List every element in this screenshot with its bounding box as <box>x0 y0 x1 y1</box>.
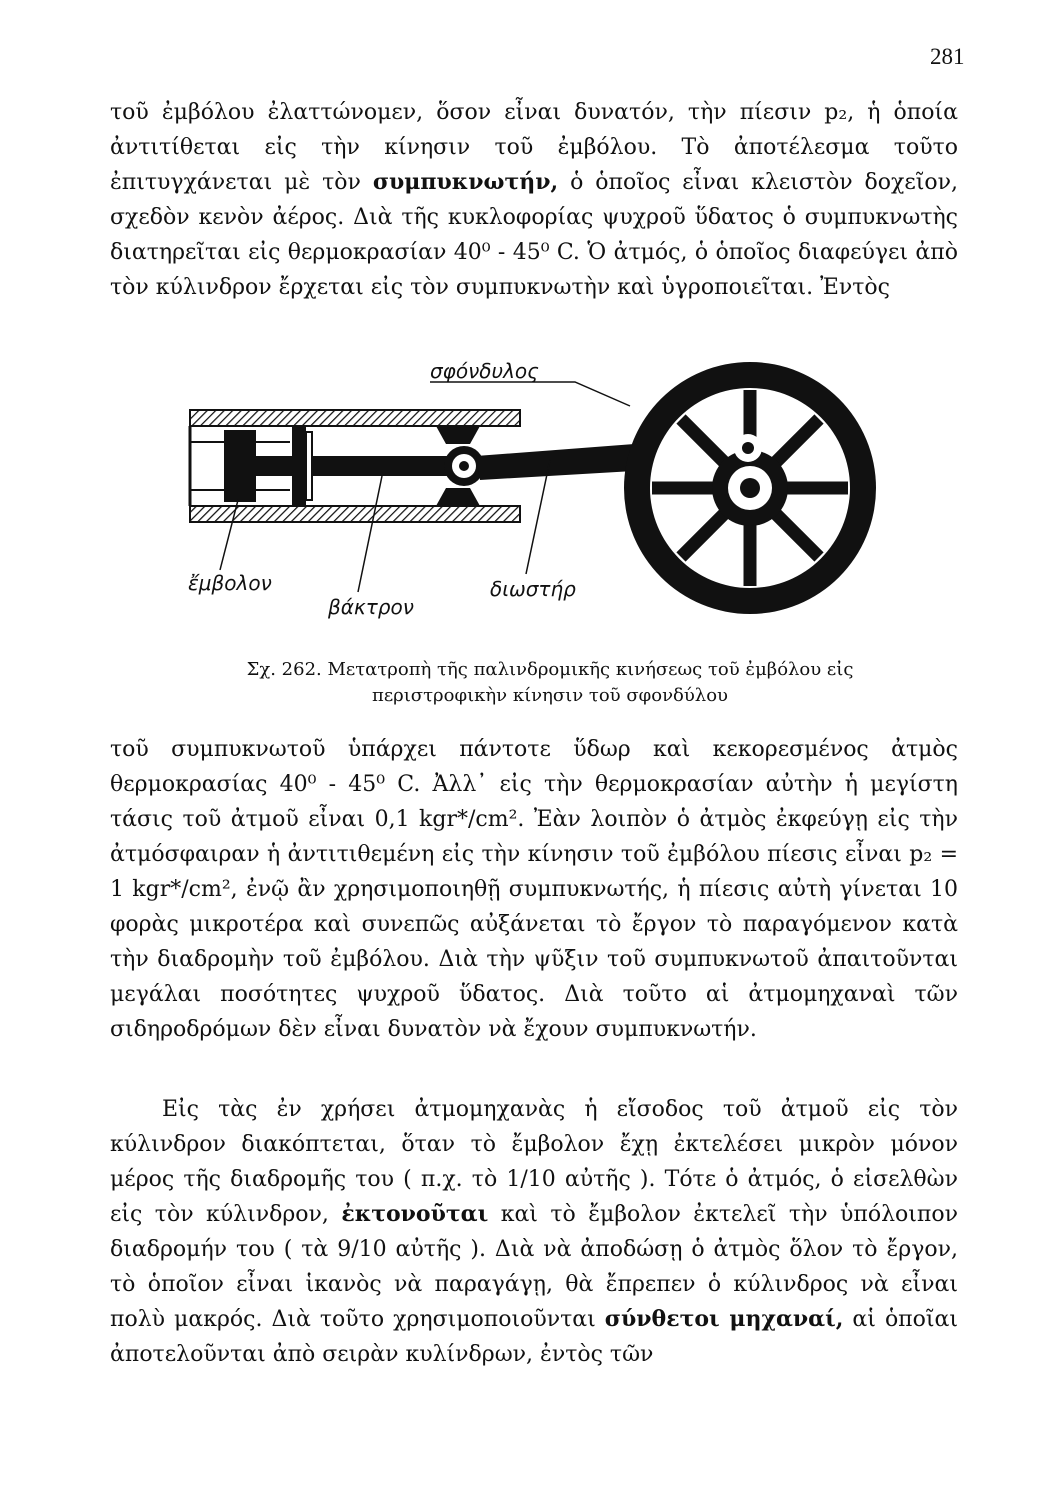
caption-line-1: Σχ. 262. Μετατροπὴ τῆς παλινδρομικῆς κινήσεως τοῦ ἐμβόλου εἰς <box>246 659 854 680</box>
label-piston: ἔμβολον <box>188 571 272 595</box>
paragraph-1-bold-term: συμπυκνωτήν, <box>372 169 559 195</box>
flywheel <box>624 362 876 614</box>
steam-engine-figure <box>180 352 980 652</box>
paragraph-3-bold-term-1: ἐκτονοῦται <box>341 1201 489 1227</box>
piston-rod <box>256 456 456 476</box>
label-crosshead: διωστήρ <box>490 577 576 601</box>
piston <box>224 430 256 502</box>
paragraph-3-text-b: καὶ τὸ ἔμβολον ἐκτελεῖ τὴν ὑπόλοιπον διαδρομήν του ( τὰ 9/10 αὐτῆς ). Διὰ νὰ ἀποδώσῃ ὁ ἀτμὸς ὅλον τὸ ἔργον, τὸ ὁποῖον εἶναι ἱκανὸς νὰ παραγάγῃ, θὰ ἔπρεπεν ὁ κύλινδρος νὰ εἶναι πολὺ μακρός. Διὰ τοῦτο χρησιμοποιοῦνται <box>110 1202 958 1332</box>
paragraph-3 <box>110 1092 958 1372</box>
paragraph-2: τοῦ συμπυκνωτοῦ ὑπάρχει πάντοτε ὕδωρ καὶ κεκορεσμένος ἀτμὸς θερμοκρασίας 40⁰ - 45⁰ C. Ἀλλ᾿ εἰς τὴν θερμοκρασίαν αὐτὴν ἡ μεγίστη τάσις τοῦ ἀτμοῦ εἶναι 0,1 kgr*/cm². Ἐὰν λοιπὸν ὁ ἀτμὸς ἐκφεύγῃ εἰς τὴν ἀτμόσφαιραν ἡ ἀντιτιθεμένη εἰς τὴν κίνησιν τοῦ ἐμβόλου πίεσις εἶναι p₂ = 1 kgr*/cm², ἐνῷ ἂν χρησιμοποιηθῇ συμπυκνωτής, ἡ πίεσις αὐτὴ γίνεται 10 φορὰς μικροτέρα καὶ συνεπῶς αὐξάνεται τὸ ἔργον τὸ παραγόμενον κατὰ τὴν διαδρομὴν τοῦ ἐμβόλου. Διὰ τὴν ψῦξιν τοῦ συμπυκνωτοῦ ἀπαιτοῦνται μεγάλαι ποσότητες ψυχροῦ ὕδατος. Διὰ τοῦτο αἱ ἀτμομηχαναὶ τῶν σιδηροδρόμων δὲν εἶναι δυνατὸν νὰ ἔχουν συμπυκνωτήν. <box>110 737 958 1042</box>
label-flywheel: σφόνδυλος <box>430 359 539 383</box>
page-number: 281 <box>930 44 965 69</box>
paragraph-1-text-a: τοῦ ἐμβόλου ἐλαττώνομεν, ὅσον εἶναι δυνατόν, τὴν πίεσιν p₂, ἡ ὁποία ἀντιτίθεται εἰς τὴν κίνησιν τοῦ ἐμβόλου. Τὸ ἀποτέλεσμα τοῦτο ἐπιτυγχάνεται μὲ τὸν <box>110 100 958 195</box>
caption-line-2: περιστροφικὴν κίνησιν τοῦ σφονδύλου <box>372 685 728 706</box>
paragraph-1-text-b: ὁ ὁποῖος εἶναι κλειστὸν δοχεῖον, σχεδὸν κενὸν ἀέρος. Διὰ τῆς κυκλοφορίας ψυχροῦ ὕδατος ὁ συμπυκνωτὴς διατηρεῖται εἰς θερμοκρασίαν 40⁰ - 45⁰ C. Ὁ ἀτμός, ὁ ὁποῖος διαφεύγει ἀπὸ τὸν κύλινδρον ἔρχεται εἰς τὸν συμπυκνωτὴν καὶ ὑγροποιεῖται. Ἐντὸς <box>110 170 958 300</box>
paragraph-3-bold-term-2: σύνθετοι μηχαναί, <box>604 1306 844 1332</box>
paragraph-3-text-c: αἱ ὁποῖαι ἀποτελοῦνται ἀπὸ σειρὰν κυλίνδρων, ἐντὸς τῶν <box>110 1307 958 1367</box>
paragraph-3-text-a: Εἰς τὰς ἐν χρήσει ἀτμομηχανὰς ἡ εἴσοδος τοῦ ἀτμοῦ εἰς τὸν κύλινδρον διακόπτεται, ὅταν τὸ ἔμβολον ἔχῃ ἐκτελέσει μικρὸν μόνον μέρος τῆς διαδρομῆς του ( π.χ. τὸ 1/10 αὐτῆς ). Τότε ὁ ἀτμός, ὁ εἰσελθὼν εἰς τὸν κύλινδρον, <box>110 1097 958 1227</box>
label-rod: βάκτρον <box>328 595 414 619</box>
paragraph-1 <box>110 95 958 305</box>
figure-caption <box>180 657 920 709</box>
